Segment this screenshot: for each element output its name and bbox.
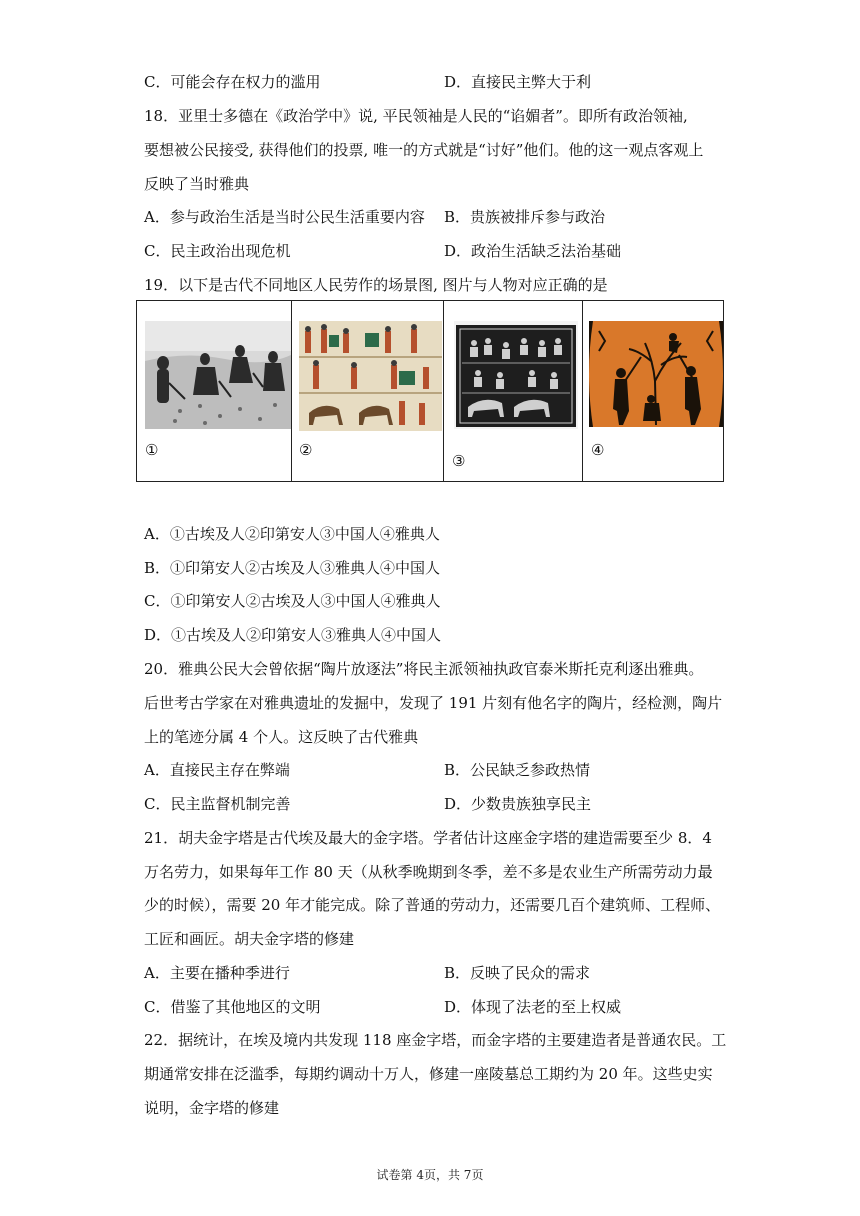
q21-stem-line-1: 21．胡夫金字塔是古代埃及最大的金字塔。学者估计这座金字塔的建造需要至少 8．4 <box>144 829 712 847</box>
q22-stem-line-2: 期通常安排在泛滥季，每期约调动十万人，修建一座陵墓总工期约为 20 年。这些史实 <box>144 1065 713 1083</box>
q18-option-c: C．民主政治出现危机 <box>144 242 291 260</box>
q20-option-b: B．公民缺乏参政热情 <box>444 761 591 779</box>
greek-vase-image <box>589 321 723 427</box>
q17-option-d: D．直接民主弊大于利 <box>444 73 592 91</box>
q20-stem-line-3: 上的笔迹分属 4 个人。这反映了古代雅典 <box>144 728 419 746</box>
q22-stem-line-3: 说明，金字塔的修建 <box>144 1099 280 1117</box>
q20-stem-line-1: 20．雅典公民大会曾依据“陶片放逐法”将民主派领袖执政官泰米斯托克利逐出雅典。 <box>144 660 704 678</box>
stone-relief-rubbing-image <box>454 321 578 429</box>
q19-stem: 19．以下是古代不同地区人民劳作的场景图, 图片与人物对应正确的是 <box>144 276 608 294</box>
q21-stem-line-3: 少的时候），需要 20 年才能完成。除了普通的劳动力，还需要几百个建筑师、工程师、 <box>144 896 721 914</box>
q19-option-c: C．①印第安人②古埃及人③中国人④雅典人 <box>144 592 441 610</box>
q21-stem-line-2: 万名劳力，如果每年工作 80 天（从秋季晚期到冬季，差不多是农业生产所需劳动力最 <box>144 863 713 881</box>
q19-option-d: D．①古埃及人②印第安人③雅典人④中国人 <box>144 626 442 644</box>
q19-cell-2-label: ② <box>299 441 313 459</box>
q18-option-b: B．贵族被排斥参与政治 <box>444 208 606 226</box>
q19-cell-1-label: ① <box>145 441 159 459</box>
q19-cell-1 <box>137 301 292 481</box>
q20-stem-line-2: 后世考古学家在对雅典遗址的发掘中，发现了 191 片刻有他名字的陶片，经检测，陶片 <box>144 694 723 712</box>
q19-image-table <box>136 300 724 482</box>
q19-cell-4-label: ④ <box>591 441 605 459</box>
q19-cell-3 <box>444 301 583 481</box>
q18-stem-line-1: 18．亚里士多德在《政治学中》说, 平民领袖是人民的“谄媚者”。即所有政治领袖, <box>144 107 688 125</box>
farming-engraving-image <box>145 321 291 429</box>
egyptian-painting-image <box>299 321 442 431</box>
q22-stem-line-1: 22．据统计，在埃及境内共发现 118 座金字塔，而金字塔的主要建造者是普通农民。工 <box>144 1031 727 1049</box>
q17-option-c: C．可能会存在权力的滥用 <box>144 73 321 91</box>
q19-cell-2 <box>292 301 444 481</box>
q18-stem-line-2: 要想被公民接受, 获得他们的投票, 唯一的方式就是“讨好”他们。他的这一观点客观上 <box>144 141 704 159</box>
q21-option-d: D．体现了法老的至上权威 <box>444 998 622 1016</box>
q20-option-d: D．少数贵族独享民主 <box>444 795 592 813</box>
q19-option-b: B．①印第安人②古埃及人③雅典人④中国人 <box>144 559 441 577</box>
q20-option-a: A．直接民主存在弊端 <box>144 761 290 779</box>
q19-cell-3-label: ③ <box>452 452 466 470</box>
q18-option-a: A．参与政治生活是当时公民生活重要内容 <box>144 208 425 226</box>
q19-cell-4 <box>583 301 723 481</box>
q20-option-c: C．民主监督机制完善 <box>144 795 291 813</box>
q18-stem-line-3: 反映了当时雅典 <box>144 175 250 193</box>
q21-option-a: A．主要在播种季进行 <box>144 964 290 982</box>
page-footer: 试卷第 4页，共 7页 <box>376 1168 484 1182</box>
q18-option-d: D．政治生活缺乏法治基础 <box>444 242 622 260</box>
q21-option-b: B．反映了民众的需求 <box>444 964 591 982</box>
q21-option-c: C．借鉴了其他地区的文明 <box>144 998 321 1016</box>
q19-option-a: A．①古埃及人②印第安人③中国人④雅典人 <box>144 525 440 543</box>
q21-stem-line-4: 工匠和画匠。胡夫金字塔的修建 <box>144 930 355 948</box>
